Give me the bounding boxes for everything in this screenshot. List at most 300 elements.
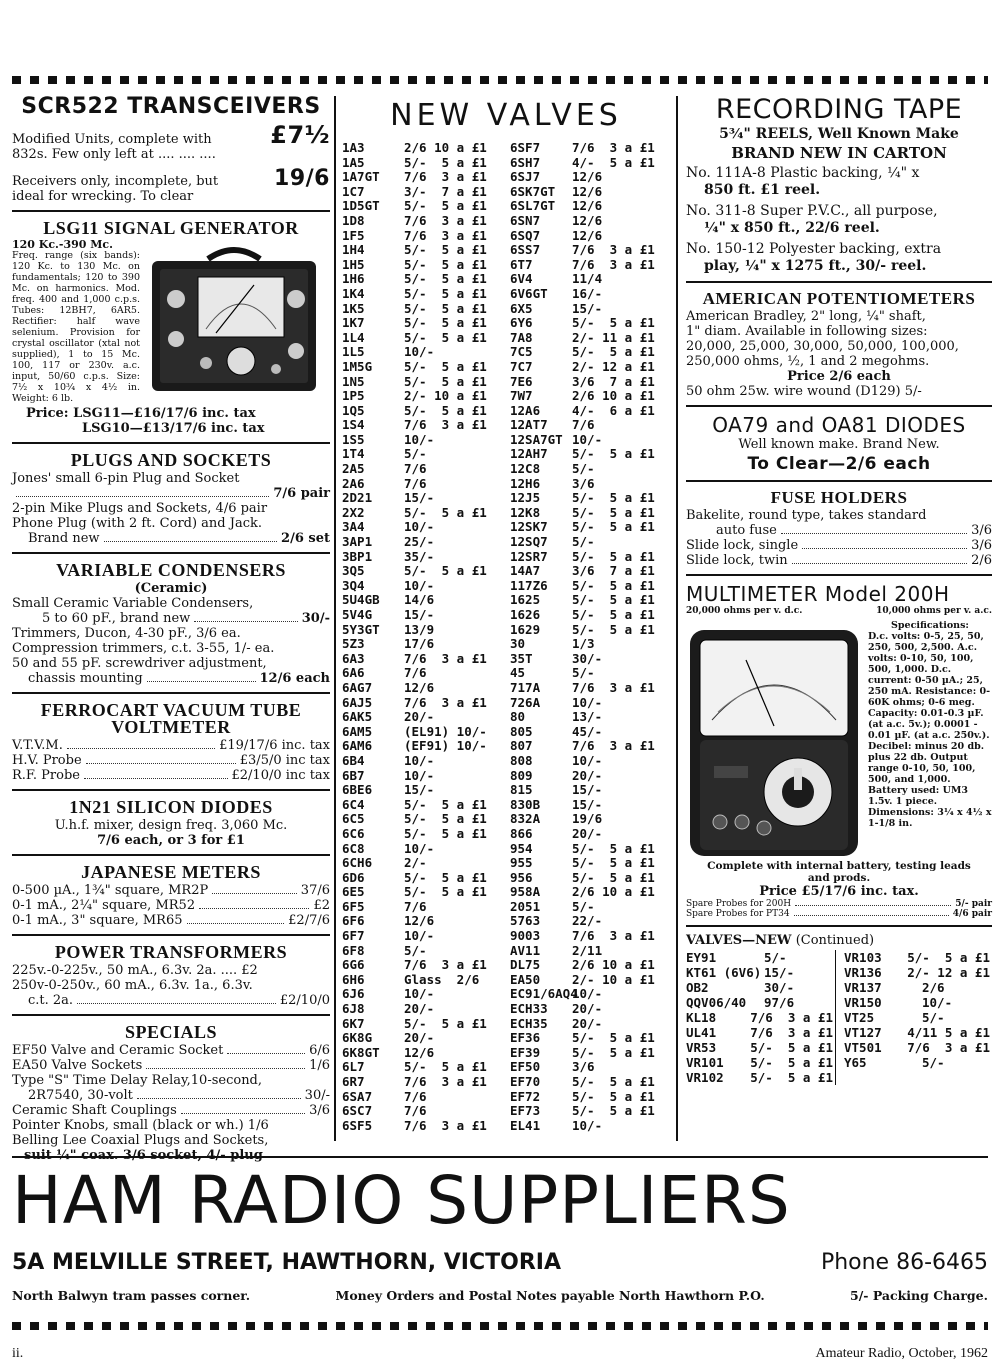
valve-row bbox=[342, 710, 502, 725]
valve-price: 5/- bbox=[764, 950, 787, 965]
plugs-line: 2-pin Mike Plugs and Sockets, 4/6 pair bbox=[12, 501, 268, 516]
valve-row bbox=[342, 447, 502, 462]
valve-price: 5/- 5 a £1 bbox=[750, 1055, 833, 1070]
powertx-line: c.t. 2a. bbox=[28, 993, 74, 1008]
valve-price: 7/6 bbox=[404, 898, 427, 914]
valve-price: 7/6 3 a £1 bbox=[404, 957, 487, 973]
valve-price: 5/- 5 a £1 bbox=[404, 504, 487, 520]
valve-row bbox=[342, 462, 502, 477]
valve-row bbox=[510, 375, 670, 390]
valve-price: 2/6 10 a £1 bbox=[404, 140, 487, 155]
valve-row bbox=[342, 491, 502, 506]
valve-price: 5/- 5 a £1 bbox=[404, 198, 487, 214]
ferrocart-title: FERROCART VACUUM TUBE bbox=[40, 700, 302, 720]
valve-price: 2/- 10 a £1 bbox=[572, 971, 655, 987]
valve-type: 12SK7 bbox=[510, 519, 548, 535]
valve-price: 3/6 7 a £1 bbox=[572, 563, 655, 579]
valve-price: 5/- 5 a £1 bbox=[572, 490, 655, 506]
valve-type: 6BE6 bbox=[342, 782, 373, 798]
varcond-line: 5 to 60 pF., brand new bbox=[42, 611, 191, 626]
valve-type: UL41 bbox=[686, 1025, 717, 1040]
valve-price: 15/- bbox=[572, 796, 603, 812]
valve-row bbox=[510, 433, 670, 448]
valve-type: EF36 bbox=[510, 1030, 541, 1046]
valve-row bbox=[510, 564, 670, 579]
potentiometers-section bbox=[686, 289, 992, 399]
valve-type: 117Z6 bbox=[510, 577, 548, 593]
multimeter-spec-title: Specifications: bbox=[891, 620, 969, 631]
valve-type: 6A6 bbox=[342, 665, 365, 681]
probe-item: Spare Probes for 200H bbox=[686, 899, 792, 909]
valve-price: 22/- bbox=[572, 913, 603, 929]
valve-row bbox=[510, 360, 670, 375]
right-column bbox=[686, 94, 992, 1085]
valve-price: 5/- 5 a £1 bbox=[572, 315, 655, 331]
valve-type: EF72 bbox=[510, 1088, 541, 1104]
valve-row bbox=[510, 593, 670, 608]
probe-item: Spare Probes for PT34 bbox=[686, 909, 790, 919]
valve-price: 7/6 3 a £1 bbox=[572, 140, 655, 155]
specials-title: SPECIALS bbox=[124, 1022, 218, 1042]
valve-type: 866 bbox=[510, 825, 533, 841]
plugs-price: 2/6 set bbox=[281, 531, 330, 546]
multimeter-title: MULTIMETER Model 200H bbox=[686, 582, 950, 606]
valve-type: 2X2 bbox=[342, 504, 365, 520]
valve-type: 6X5 bbox=[510, 300, 533, 316]
valve-type: 6K8GT bbox=[342, 1044, 380, 1060]
valve-row bbox=[342, 433, 502, 448]
valve-price: 5/- 5 a £1 bbox=[404, 884, 487, 900]
valve-price: 15/- bbox=[572, 300, 603, 316]
valve-type: VR101 bbox=[686, 1055, 724, 1070]
valve-type: 6B4 bbox=[342, 752, 365, 768]
valve-type: 1L4 bbox=[342, 329, 365, 345]
valve-type: 6SQ7 bbox=[510, 227, 541, 243]
valve-row bbox=[510, 666, 670, 681]
scr522-title: SCR522 TRANSCEIVERS bbox=[21, 94, 321, 119]
valve-row bbox=[510, 725, 670, 740]
valve-type: 3AP1 bbox=[342, 534, 373, 550]
valve-type: 5Y3GT bbox=[342, 621, 380, 637]
valve-row bbox=[510, 827, 670, 842]
valve-type: 1L5 bbox=[342, 344, 365, 360]
valve-type: 6SC7 bbox=[342, 1103, 373, 1119]
valve-row bbox=[686, 1025, 833, 1040]
valve-price: 5/- 5 a £1 bbox=[404, 563, 487, 579]
valve-price: 10/- bbox=[404, 519, 435, 535]
valve-type: VT25 bbox=[844, 1010, 875, 1025]
valve-type: 956 bbox=[510, 869, 533, 885]
page-number: ii. bbox=[12, 1346, 24, 1361]
tape-item: 850 ft. £1 reel. bbox=[704, 182, 821, 198]
journal-credit: Amateur Radio, October, 1962 bbox=[815, 1346, 988, 1361]
valve-row bbox=[510, 1075, 670, 1090]
valve-type: 1T4 bbox=[342, 446, 365, 462]
valve-price: 3/6 bbox=[572, 1059, 595, 1075]
plugs-title: PLUGS AND SOCKETS bbox=[70, 450, 272, 470]
tape-item: ¼" x 850 ft., 22/6 reel. bbox=[704, 220, 880, 236]
valve-type: 6AK5 bbox=[342, 709, 373, 725]
valve-row bbox=[342, 199, 502, 214]
valve-row bbox=[342, 681, 502, 696]
potent-line: 20,000, 25,000, 30,000, 50,000, 100,000, bbox=[686, 339, 959, 354]
valve-row bbox=[844, 1040, 990, 1055]
company-name: HAM RADIO SUPPLIERS bbox=[12, 1162, 791, 1239]
tape-title: RECORDING TAPE bbox=[715, 94, 963, 125]
valve-row bbox=[342, 798, 502, 813]
footer-note: North Balwyn tram passes corner. bbox=[12, 1288, 251, 1303]
valve-row bbox=[342, 900, 502, 915]
tape-item: No. 111A-8 Plastic backing, ¼" x bbox=[686, 165, 920, 181]
valve-price: 2/- bbox=[404, 855, 427, 871]
valve-type: 6T7 bbox=[510, 256, 533, 272]
japmeters-item: 0-1 mA., 2¼" square, MR52 bbox=[12, 898, 196, 913]
valve-row bbox=[510, 900, 670, 915]
valve-price: 7/6 3 a £1 bbox=[907, 1040, 990, 1055]
valve-row bbox=[510, 520, 670, 535]
valve-price: 7/6 3 a £1 bbox=[404, 212, 487, 228]
valve-type: 7E6 bbox=[510, 373, 533, 389]
valve-type: 815 bbox=[510, 782, 533, 798]
valve-row bbox=[342, 652, 502, 667]
ferrocart-price: £3/5/0 inc tax bbox=[239, 753, 330, 768]
valve-row bbox=[342, 1119, 502, 1134]
valve-row bbox=[510, 170, 670, 185]
valve-row bbox=[342, 637, 502, 652]
valve-row bbox=[510, 535, 670, 550]
valve-row bbox=[510, 579, 670, 594]
valve-row bbox=[342, 156, 502, 171]
valve-row bbox=[342, 345, 502, 360]
company-address: 5A MELVILLE STREET, HAWTHORN, VICTORIA bbox=[12, 1250, 562, 1275]
valve-row bbox=[342, 272, 502, 287]
valve-row bbox=[342, 725, 502, 740]
valve-row bbox=[510, 739, 670, 754]
valve-type: 30 bbox=[510, 636, 526, 652]
valve-row bbox=[844, 980, 990, 995]
valve-type: 6J6 bbox=[342, 986, 365, 1002]
valve-price: 5/- 5 a £1 bbox=[404, 373, 487, 389]
valve-price: 7/6 3 a £1 bbox=[404, 1074, 487, 1089]
valve-type: VR103 bbox=[844, 950, 882, 965]
valve-type: 12J5 bbox=[510, 490, 541, 506]
valve-type: 717A bbox=[510, 679, 541, 695]
valve-row bbox=[342, 987, 502, 1002]
valve-type: 7C7 bbox=[510, 358, 533, 374]
ferrocart-price: £19/17/6 inc. tax bbox=[219, 738, 330, 753]
valve-row bbox=[686, 950, 833, 965]
valve-row bbox=[342, 1104, 502, 1119]
valve-type: 6SS7 bbox=[510, 242, 541, 258]
valve-price: 5/- 5 a £1 bbox=[572, 1074, 655, 1089]
valve-price: 7/6 3 a £1 bbox=[404, 1117, 487, 1133]
variable-condensers-section bbox=[12, 560, 330, 686]
valve-price: 12/6 bbox=[572, 212, 603, 228]
valve-row bbox=[342, 623, 502, 638]
valve-type: 1625 bbox=[510, 592, 541, 608]
valve-price: 7/6 3 a £1 bbox=[572, 242, 655, 258]
valve-row bbox=[510, 1104, 670, 1119]
valve-type: EF73 bbox=[510, 1103, 541, 1119]
valve-price: 10/- bbox=[404, 431, 435, 447]
valve-price: 5/- bbox=[572, 534, 595, 550]
tape-subtitle: BRAND NEW IN CARTON bbox=[731, 144, 947, 162]
valve-row bbox=[342, 769, 502, 784]
valve-type: 1S4 bbox=[342, 417, 365, 433]
valve-type: 1C7 bbox=[342, 183, 365, 199]
fuse-line: Bakelite, round type, takes standard bbox=[686, 508, 927, 523]
valve-row bbox=[342, 754, 502, 769]
column-divider bbox=[676, 96, 678, 1141]
valve-type: 14A7 bbox=[510, 563, 541, 579]
valve-row bbox=[342, 944, 502, 959]
valve-price: 2/11 bbox=[572, 942, 603, 958]
potent-line: American Bradley, 2" long, ¼" shaft, bbox=[686, 309, 926, 324]
valve-type: OB2 bbox=[686, 980, 709, 995]
valve-price: 7/6 3 a £1 bbox=[404, 650, 487, 666]
company-phone: Phone 86-6465 bbox=[820, 1250, 988, 1275]
oa79-price: To Clear—2/6 each bbox=[747, 454, 931, 474]
valve-price: 5/- 5 a £1 bbox=[907, 950, 990, 965]
valve-row bbox=[510, 754, 670, 769]
valve-type: 6K7 bbox=[342, 1015, 365, 1031]
valve-price: 5/- 5 a £1 bbox=[572, 1030, 655, 1046]
valve-price: 5/- 5 a £1 bbox=[404, 402, 487, 418]
fuse-holders-section bbox=[686, 488, 992, 568]
valve-row bbox=[510, 958, 670, 973]
valve-price: 5/- 5 a £1 bbox=[572, 592, 655, 608]
japmeters-price: £2/7/6 bbox=[288, 913, 330, 928]
valve-row bbox=[510, 345, 670, 360]
valve-price: 35/- bbox=[404, 548, 435, 564]
valve-price: 20/- bbox=[572, 1015, 603, 1031]
valve-type: 726A bbox=[510, 694, 541, 710]
specials-item: EF50 Valve and Ceramic Socket bbox=[12, 1043, 224, 1058]
power-transformers-section bbox=[12, 942, 330, 1008]
valve-row bbox=[686, 1010, 833, 1025]
valve-price: 5/- 5 a £1 bbox=[404, 1015, 487, 1031]
valve-price: 2/- 11 a £1 bbox=[572, 329, 655, 345]
ferrocart-title: VOLTMETER bbox=[111, 717, 231, 737]
potent-line: 1" diam. Available in following sizes: bbox=[686, 324, 928, 339]
valve-price: 7/6 3 a £1 bbox=[572, 928, 655, 944]
valve-type: 6K8G bbox=[342, 1030, 373, 1046]
valve-type: 1A3 bbox=[342, 140, 365, 155]
valve-type: EY91 bbox=[686, 950, 717, 965]
powertx-price: £2/10/0 bbox=[279, 993, 330, 1008]
valve-row bbox=[510, 769, 670, 784]
valve-type: 3BP1 bbox=[342, 548, 373, 564]
valve-price: 5/- 5 a £1 bbox=[750, 1070, 833, 1085]
valve-row bbox=[510, 1031, 670, 1046]
valve-type: 6H6 bbox=[342, 971, 365, 987]
valve-price: 5/- 5 a £1 bbox=[572, 446, 655, 462]
valve-row bbox=[342, 1090, 502, 1105]
plugs-line: Phone Plug (with 2 ft. Cord) and Jack. bbox=[12, 516, 263, 531]
valve-type: 807 bbox=[510, 738, 533, 754]
japmeters-price: £2 bbox=[313, 898, 330, 913]
valve-row bbox=[342, 1031, 502, 1046]
valve-row bbox=[510, 1119, 670, 1134]
valve-price: 4/11 5 a £1 bbox=[907, 1025, 990, 1040]
valve-price: 20/- bbox=[572, 825, 603, 841]
valve-row bbox=[510, 914, 670, 929]
valve-type: 832A bbox=[510, 811, 541, 827]
ferrocart-section bbox=[12, 700, 330, 783]
valve-price: 3/6 7 a £1 bbox=[572, 373, 655, 389]
footer-note: 5/- Packing Charge. bbox=[850, 1288, 988, 1303]
fuse-title: FUSE HOLDERS bbox=[770, 488, 908, 507]
valve-price: 15/- bbox=[764, 965, 795, 980]
left-column bbox=[12, 94, 330, 1163]
multimeter-ohms: 10,000 ohms per v. a.c. bbox=[876, 606, 992, 616]
valve-type: 6SL7GT bbox=[510, 198, 556, 214]
valve-price: 2/6 10 a £1 bbox=[572, 388, 655, 404]
valve-price: 7/6 bbox=[404, 475, 427, 491]
1n21-line: U.h.f. mixer, design freq. 3,060 Mc. bbox=[54, 818, 288, 833]
plugs-price: 7/6 pair bbox=[273, 486, 330, 501]
valve-row bbox=[342, 914, 502, 929]
1n21-title: 1N21 SILICON DIODES bbox=[69, 797, 273, 817]
valve-type: VT501 bbox=[844, 1040, 882, 1055]
valve-price: 5/- bbox=[922, 1010, 945, 1025]
valve-price: 30/- bbox=[764, 980, 795, 995]
valve-price: 12/6 bbox=[404, 913, 435, 929]
valve-row bbox=[342, 958, 502, 973]
valve-row bbox=[342, 170, 502, 185]
valve-price: 10/- bbox=[404, 752, 435, 768]
valve-price: 97/6 bbox=[764, 995, 795, 1010]
bottom-checker-border bbox=[12, 1322, 988, 1330]
valve-type: 1629 bbox=[510, 621, 541, 637]
valve-type: 6SF7 bbox=[510, 140, 541, 155]
valve-row bbox=[686, 1040, 833, 1055]
valve-type: 5Z3 bbox=[342, 636, 365, 652]
valve-price: 7/6 bbox=[404, 461, 427, 477]
valve-row bbox=[342, 1002, 502, 1017]
column-divider bbox=[334, 96, 336, 1141]
valve-type: 6L7 bbox=[342, 1059, 365, 1075]
valve-price: 7/6 3 a £1 bbox=[404, 227, 487, 243]
valve-price: 15/- bbox=[404, 607, 435, 622]
valve-type: ECH33 bbox=[510, 1001, 548, 1017]
valve-row bbox=[510, 418, 670, 433]
valve-price: 5/- 5 a £1 bbox=[404, 271, 487, 287]
valve-price: 2/- 12 a £1 bbox=[572, 358, 655, 374]
valve-price: 10/- bbox=[572, 431, 603, 447]
potent-title: AMERICAN POTENTIOMETERS bbox=[702, 289, 976, 308]
valve-type: 805 bbox=[510, 723, 533, 739]
valve-row bbox=[342, 550, 502, 565]
valve-type: 6J8 bbox=[342, 1001, 365, 1017]
valve-row bbox=[342, 783, 502, 798]
valve-price: 5/- 5 a £1 bbox=[572, 855, 655, 871]
valve-row bbox=[844, 1010, 990, 1025]
valve-type: AV11 bbox=[510, 942, 541, 958]
valve-price: 10/- bbox=[572, 986, 603, 1002]
valve-row bbox=[686, 1055, 833, 1070]
valve-type: 6SK7GT bbox=[510, 183, 556, 199]
valve-row bbox=[510, 1060, 670, 1075]
valve-price: 5/- bbox=[922, 1055, 945, 1070]
valve-row bbox=[342, 885, 502, 900]
valve-list bbox=[342, 141, 670, 1133]
valve-type: VT127 bbox=[844, 1025, 882, 1040]
valve-price: 2/- 10 a £1 bbox=[404, 388, 487, 404]
valve-type: 3Q5 bbox=[342, 563, 365, 579]
valve-type: 6SH7 bbox=[510, 154, 541, 170]
japanese-meters-section bbox=[12, 862, 330, 928]
valve-row bbox=[342, 1046, 502, 1061]
valve-price: 2/6 bbox=[922, 980, 945, 995]
valve-price: 19/6 bbox=[572, 811, 603, 827]
valve-price: 13/- bbox=[572, 709, 603, 725]
1n21-section bbox=[12, 797, 330, 848]
valve-type: VR102 bbox=[686, 1070, 724, 1085]
valve-type: 3A4 bbox=[342, 519, 365, 535]
valve-row bbox=[342, 185, 502, 200]
valve-type: EA50 bbox=[510, 971, 541, 987]
new-valves-title: NEW VALVES bbox=[390, 98, 622, 133]
top-checker-border bbox=[12, 76, 988, 84]
valve-row bbox=[510, 885, 670, 900]
valve-type: 5U4GB bbox=[342, 592, 380, 608]
specials-line: 2R7540, 30-volt bbox=[28, 1088, 133, 1103]
specials-price: 6/6 bbox=[309, 1043, 330, 1058]
varcond-line: Compression trimmers, c.t. 3-55, 1/- ea. bbox=[12, 641, 275, 656]
valve-row bbox=[342, 360, 502, 375]
valve-type: 12A6 bbox=[510, 402, 541, 418]
valve-price: 5/- 5 a £1 bbox=[404, 796, 487, 812]
multimeter-price: Price £5/17/6 inc. tax. bbox=[759, 884, 919, 899]
valve-row bbox=[342, 258, 502, 273]
valve-type: 12SA7GT bbox=[510, 431, 563, 447]
valve-type: EF39 bbox=[510, 1044, 541, 1060]
valve-row bbox=[510, 477, 670, 492]
valve-type: 6F8 bbox=[342, 942, 365, 958]
valve-row bbox=[686, 965, 833, 980]
valve-row bbox=[510, 491, 670, 506]
valve-price: 2/6 10 a £1 bbox=[572, 884, 655, 900]
valve-type: 12C8 bbox=[510, 461, 541, 477]
valve-row bbox=[342, 418, 502, 433]
valve-price: 5/- 5 a £1 bbox=[404, 869, 487, 885]
valve-price: 10/- bbox=[572, 1117, 603, 1133]
lsg11-title: LSG11 SIGNAL GENERATOR bbox=[43, 218, 299, 238]
powertx-line: 250v-0-250v., 60 mA., 6.3v. 1a., 6.3v. bbox=[12, 978, 253, 993]
valve-price: 14/6 bbox=[404, 592, 435, 608]
valve-row bbox=[510, 185, 670, 200]
scr522-receiver-price: 19/6 bbox=[274, 166, 330, 191]
valve-type: 6F7 bbox=[342, 928, 365, 944]
valve-row bbox=[510, 214, 670, 229]
valve-price: 5/- 5 a £1 bbox=[404, 329, 487, 345]
valve-price: 5/- 5 a £1 bbox=[404, 811, 487, 827]
valve-price: 30/- bbox=[572, 650, 603, 666]
valve-type: 1K4 bbox=[342, 285, 365, 301]
valve-row bbox=[844, 995, 990, 1010]
valve-row bbox=[342, 564, 502, 579]
valve-price: 7/6 3 a £1 bbox=[404, 417, 487, 433]
valve-row bbox=[342, 871, 502, 886]
valve-row bbox=[342, 1060, 502, 1075]
valve-price: 7/6 3 a £1 bbox=[404, 694, 487, 710]
valve-price: 7/6 3 a £1 bbox=[572, 679, 655, 695]
valve-type: 6AJ5 bbox=[342, 694, 373, 710]
valve-type: 12AH7 bbox=[510, 446, 548, 462]
specials-price: 30/- bbox=[304, 1088, 330, 1103]
valve-type: 6F5 bbox=[342, 898, 365, 914]
